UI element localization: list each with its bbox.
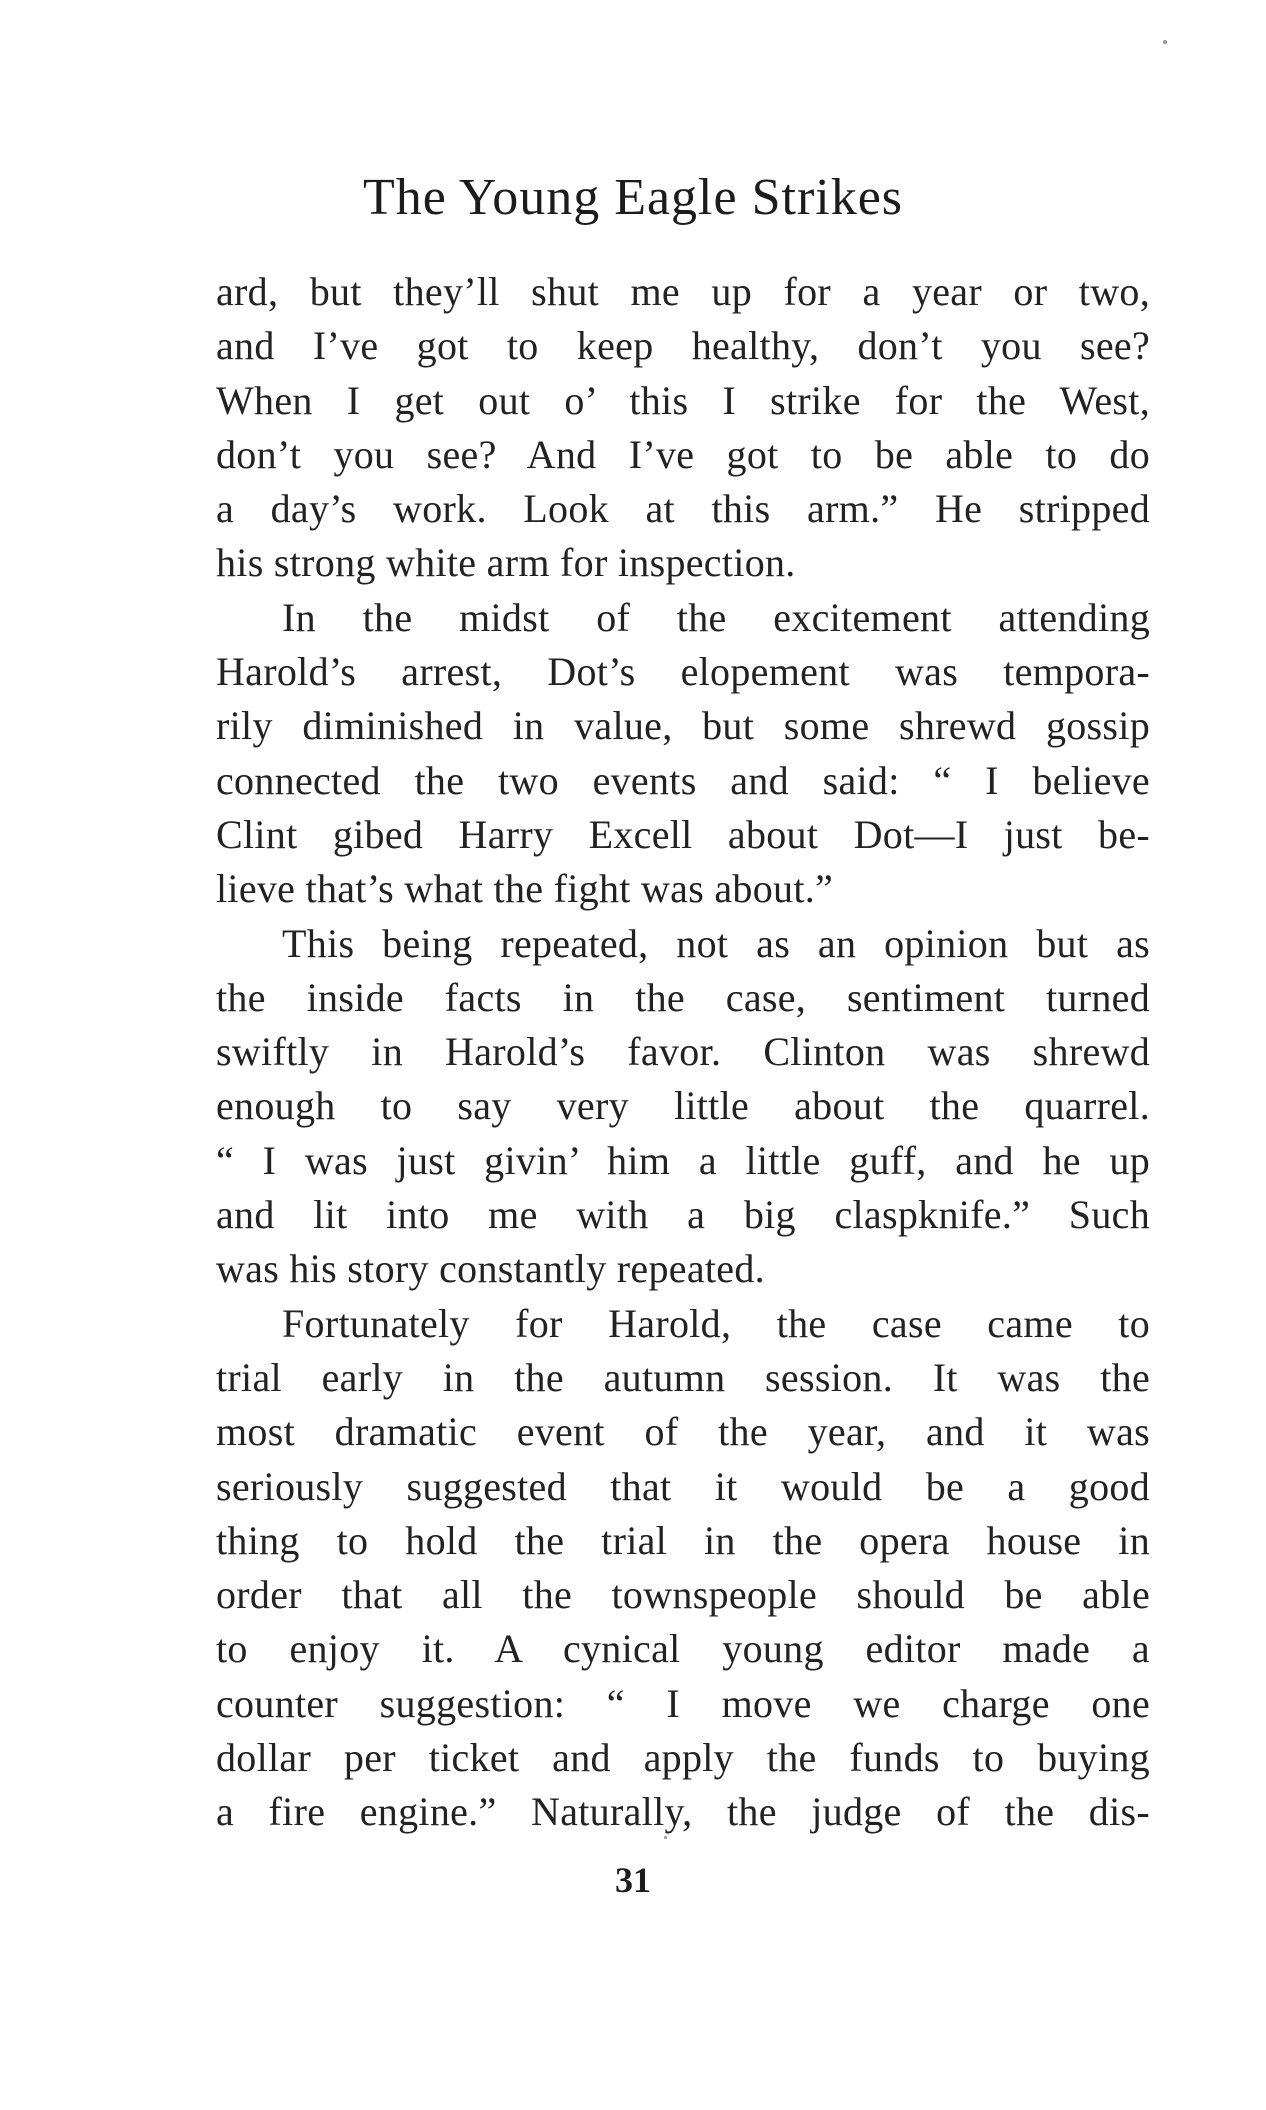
page-number: 31 [615, 1860, 651, 1900]
text-line: trial early in the autumn session. It was the [216, 1354, 1150, 1400]
text-line: to enjoy it. A cynical young editor made a [216, 1626, 1150, 1672]
text-line: lieve that’s what the fight was about.” [216, 866, 834, 912]
text-line: order that all the townspeople should be able [216, 1572, 1150, 1618]
text-line: his strong white arm for inspection. [216, 540, 796, 586]
text-line: Clint gibed Harry Excell about Dot—I just be- [216, 811, 1150, 857]
paragraph [216, 1297, 1150, 1840]
paper-speck [664, 1836, 667, 1839]
text-line: thing to hold the trial in the opera house in [216, 1517, 1150, 1563]
text-line: counter suggestion: “ I move we charge one [216, 1680, 1150, 1726]
text-line: This being repeated, not as an opinion but as [282, 920, 1150, 966]
text-line: and I’ve got to keep healthy, don’t you see? [216, 323, 1150, 369]
text-line: don’t you see? And I’ve got to be able to do [216, 431, 1150, 477]
text-line: rily diminished in value, but some shrewd gossip [216, 703, 1150, 749]
text-line: swiftly in Harold’s favor. Clinton was shrewd [216, 1029, 1150, 1075]
text-line: “ I was just givin’ him a little guff, and he up [216, 1137, 1150, 1183]
text-line: a day’s work. Look at this arm.” He stripped [216, 486, 1150, 532]
text-line: enough to say very little about the quarrel. [216, 1083, 1150, 1129]
paragraph [216, 591, 1150, 917]
text-line: connected the two events and said: “ I believe [216, 757, 1150, 803]
text-line: a fire engine.” Naturally, the judge of the dis- [216, 1789, 1150, 1835]
text-line: seriously suggested that it would be a good [216, 1463, 1150, 1509]
running-head: The Young Eagle Strikes [362, 169, 904, 226]
body-text [216, 265, 1150, 1840]
text-line: When I get out o’ this I strike for the West, [216, 377, 1150, 423]
text-line: dollar per ticket and apply the funds to buying [216, 1735, 1150, 1781]
paper-speck [1163, 40, 1167, 44]
paragraph [216, 917, 1150, 1297]
text-line: most dramatic event of the year, and it was [216, 1409, 1150, 1455]
paragraph [216, 265, 1150, 591]
text-line: and lit into me with a big claspknife.” Such [216, 1192, 1150, 1238]
text-line: the inside facts in the case, sentiment turned [216, 974, 1150, 1020]
text-line: was his story constantly repeated. [216, 1246, 765, 1292]
text-line: Harold’s arrest, Dot’s elopement was tempora- [216, 649, 1150, 695]
text-line: Fortunately for Harold, the case came to [282, 1300, 1150, 1346]
text-line: In the midst of the excitement attending [282, 594, 1150, 640]
text-line: ard, but they’ll shut me up for a year or two, [216, 269, 1150, 314]
